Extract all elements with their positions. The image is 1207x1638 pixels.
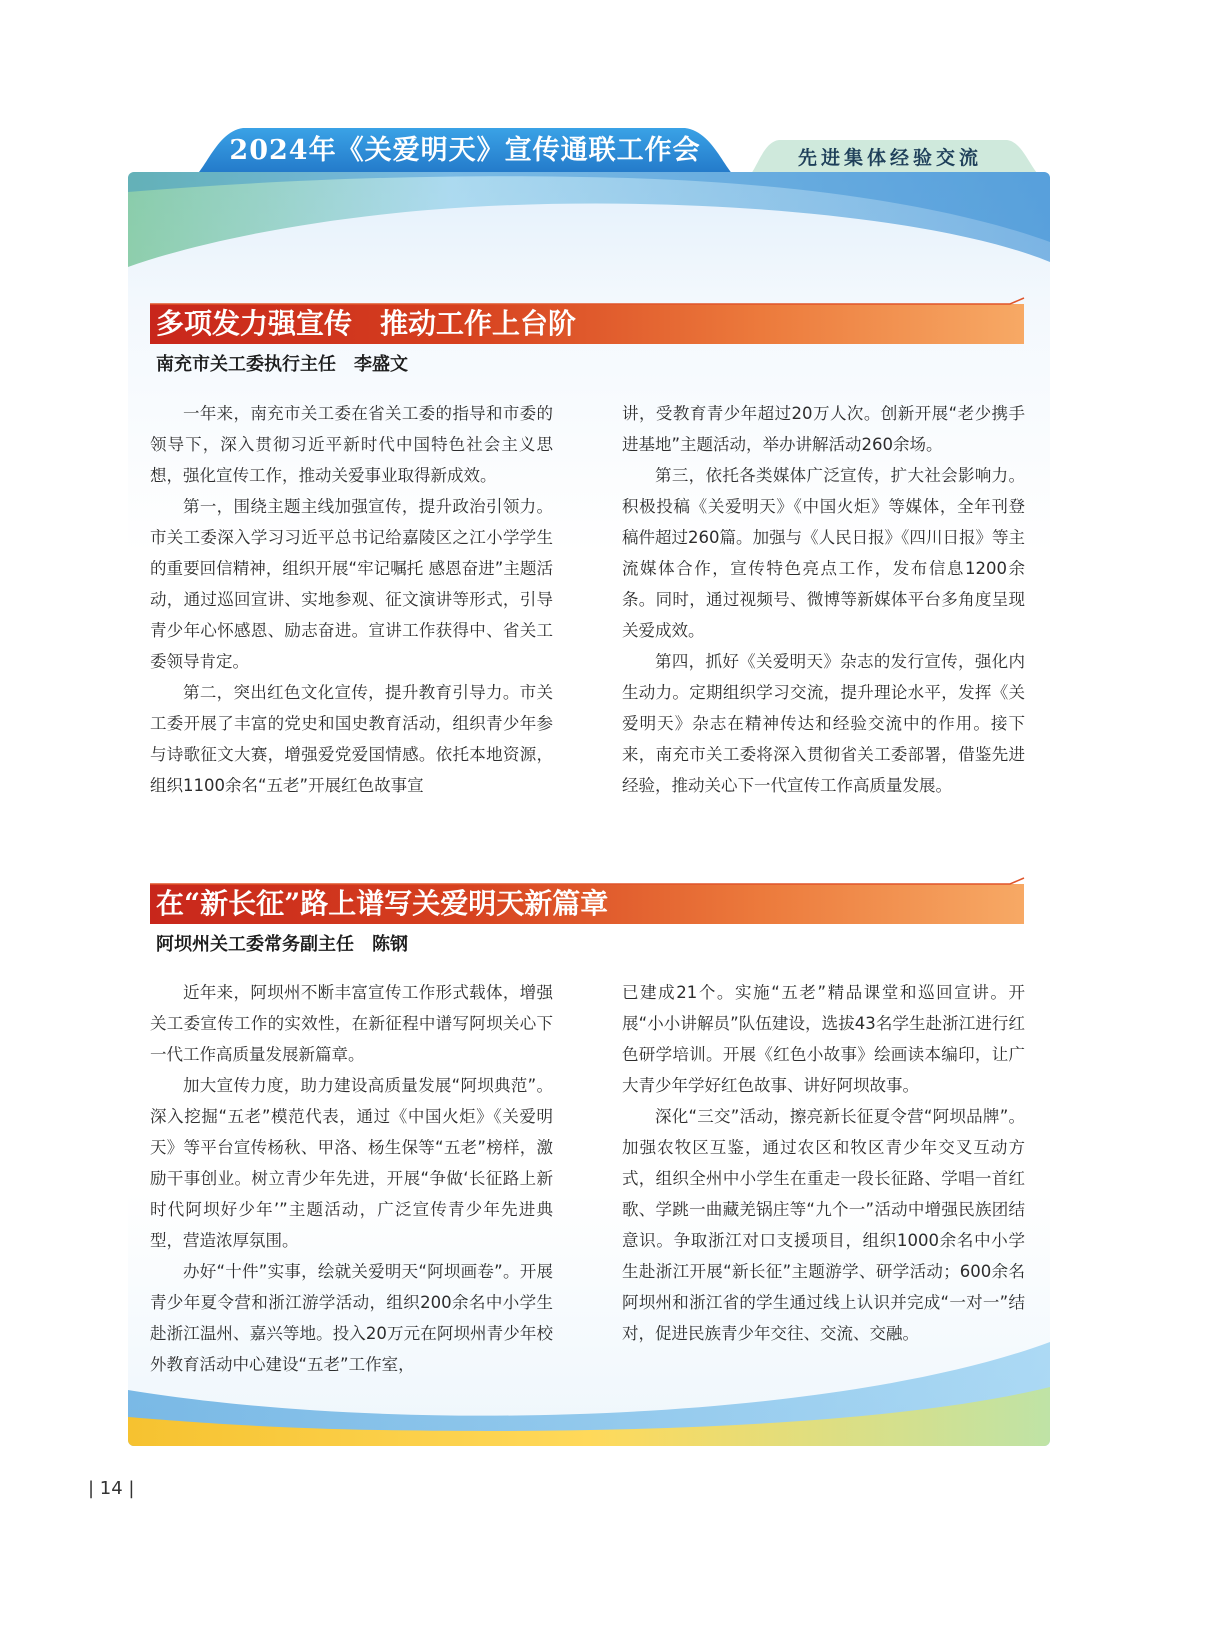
article-1-byline: 南充市关工委执行主任 李盛文 — [156, 354, 408, 375]
paragraph: 第四，抓好《关爱明天》杂志的发行宣传，强化内生动力。定期组织学习交流，提升理论水平，发挥《关爱明天》杂志在精神传达和经验交流中的作用。接下来，南充市关工委将深入贯彻省关工委部署，借鉴先进经验，推动关心下一代宣传工作高质量发展。 — [622, 652, 1025, 795]
conference-title: 2024年《关爱明天》宣传通联工作会 — [229, 135, 701, 166]
paragraph: 已建成21个。实施“五老”精品课堂和巡回宣讲。开展“小小讲解员”队伍建设，选拔43名学生赴浙江进行红色研学培训。开展《红色小故事》绘画读本编印，让广大青少年学好红色故事、讲好阿坝故事。 — [622, 983, 1025, 1095]
paragraph: 第三，依托各类媒体广泛宣传，扩大社会影响力。积极投稿《关爱明天》《中国火炬》等媒体，全年刊登稿件超过260篇。加强与《人民日报》《四川日报》等主流媒体合作，宣传特色亮点工作，发布信息1200余条。同时，通过视频号、微博等新媒体平台多角度呈现关爱成效。 — [622, 466, 1025, 640]
paragraph: 近年来，阿坝州不断丰富宣传工作形式载体，增强关工委宣传工作的实效性，在新征程中谱写阿坝关心下一代工作高质量发展新篇章。 — [150, 983, 553, 1064]
paragraph: 第一，围绕主题主线加强宣传，提升政治引领力。市关工委深入学习习近平总书记给嘉陵区之江小学学生的重要回信精神，组织开展“牢记嘱托 感恩奋进”主题活动，通过巡回宣讲、实地参观、征文演讲等形式，引导青少年心怀感恩、励志奋进。宣讲工作获得中、省关工委领导肯定。 — [150, 497, 553, 671]
article-2-title: 在“新长征”路上谱写关爱明天新篇章 — [156, 887, 609, 920]
article-1-right-column — [622, 398, 1025, 801]
article-2-right-column — [622, 977, 1025, 1349]
paragraph: 讲，受教育青少年超过20万人次。创新开展“老少携手进基地”主题活动，举办讲解活动260余场。 — [622, 404, 1025, 454]
section-tab-label: 先进集体经验交流 — [797, 147, 982, 169]
article-1-title: 多项发力强宣传 推动工作上台阶 — [156, 307, 577, 340]
article-1-left-column — [150, 398, 553, 801]
paragraph: 深化“三交”活动，擦亮新长征夏令营“阿坝品牌”。加强农牧区互鉴，通过农区和牧区青少年交叉互动方式，组织全州中小学生在重走一段长征路、学唱一首红歌、学跳一曲藏羌锅庄等“九个一”活动中增强民族团结意识。争取浙江对口支援项目，组织1000余名中小学生赴浙江开展“新长征”主题游学、研学活动；600余名阿坝州和浙江省的学生通过线上认识并完成“一对一”结对，促进民族青少年交往、交流、交融。 — [622, 1107, 1025, 1343]
article-2-byline: 阿坝州关工委常务副主任 陈钢 — [156, 934, 408, 955]
paragraph: 加大宣传力度，助力建设高质量发展“阿坝典范”。深入挖掘“五老”模范代表，通过《中国火炬》《关爱明天》等平台宣传杨秋、甲洛、杨生保等“五老”榜样，激励干事创业。树立青少年先进，开展“争做‘长征路上新时代阿坝好少年’”主题活动，广泛宣传青少年先进典型，营造浓厚氛围。 — [150, 1076, 553, 1250]
article-2-banner — [150, 884, 1024, 924]
paragraph: 第二，突出红色文化宣传，提升教育引导力。市关工委开展了丰富的党史和国史教育活动，组织青少年参与诗歌征文大赛，增强爱党爱国情感。依托本地资源，组织1100余名“五老”开展红色故事宣 — [150, 683, 553, 795]
paragraph: 办好“十件”实事，绘就关爱明天“阿坝画卷”。开展青少年夏令营和浙江游学活动，组织200余名中小学生赴浙江温州、嘉兴等地。投入20万元在阿坝州青少年校外教育活动中心建设“五老”工作室， — [150, 1262, 553, 1374]
paragraph: 一年来，南充市关工委在省关工委的指导和市委的领导下，深入贯彻习近平新时代中国特色社会主义思想，强化宣传工作，推动关爱事业取得新成效。 — [150, 404, 553, 485]
article-2-left-column — [150, 977, 553, 1380]
article-1-banner — [150, 304, 1024, 344]
page-number: | 14 | — [88, 1478, 135, 1499]
